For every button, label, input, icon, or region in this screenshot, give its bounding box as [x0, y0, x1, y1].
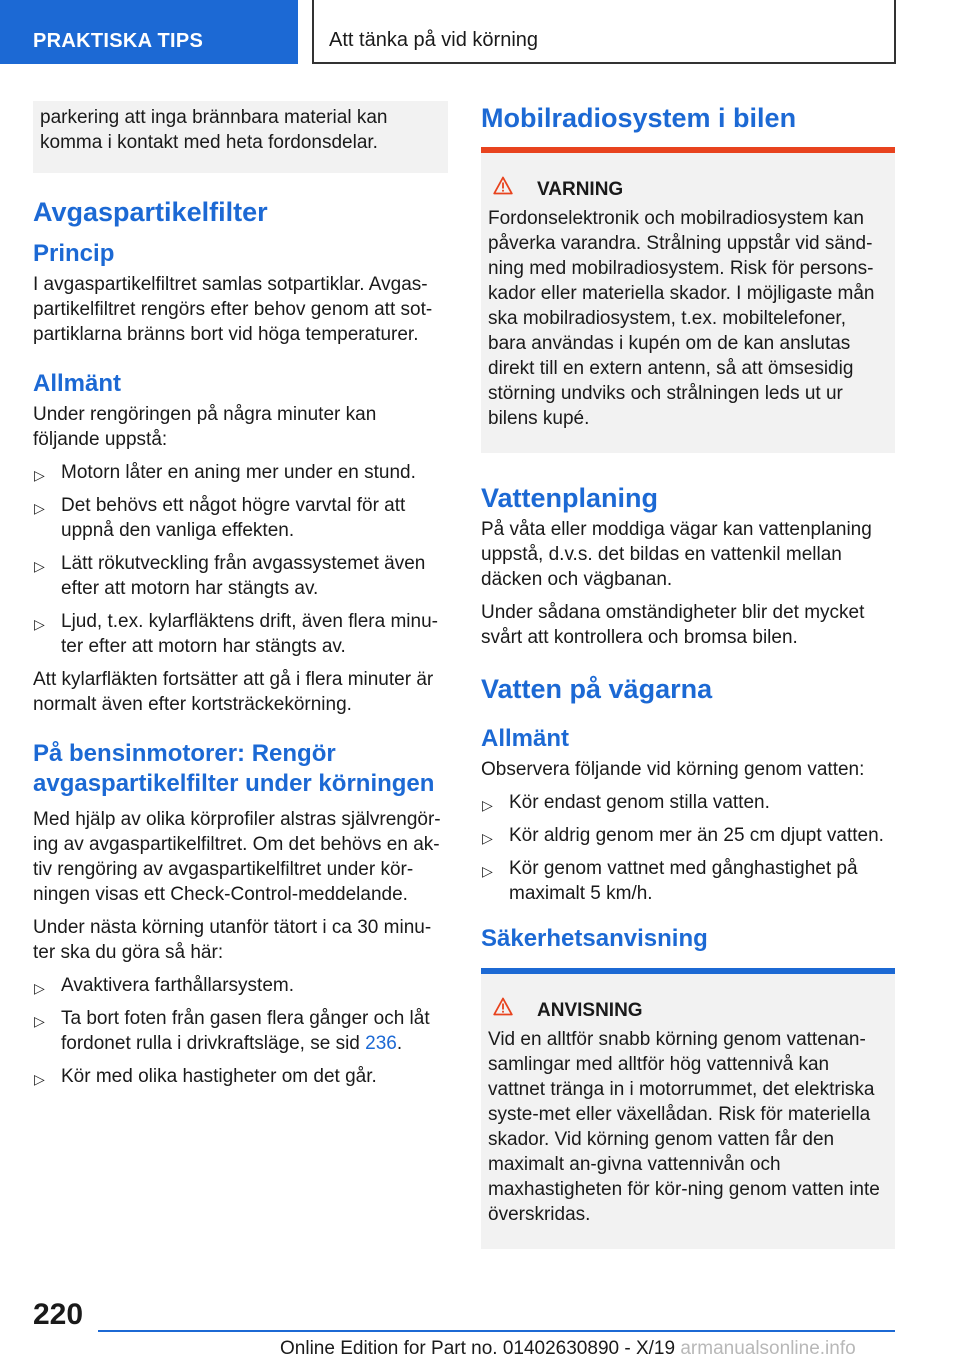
edition-text: Online Edition for Part no. 01402630890 - X/19 — [280, 1338, 676, 1359]
notice-label: ANVISNING — [537, 1000, 643, 1021]
heading-mobilradiosystem: Mobilradiosystem i bilen — [481, 103, 797, 133]
allmant-list — [33, 460, 448, 659]
warning-text: Fordonselektronik och mobilradiosystem kan påverka varandra. Strålning uppstår vid sänd-ning med mobilradiosystem. Risk för persons-kador eller materiella skador. I möjligaste mån ska mobilradiosystem, t.ex. mobiltelefoner, bara användas i kupén om de kan anslutas direkt till en extern antenn, så att ömsesidig störning undviks och strålningen leds ut ur bilens kupé. — [488, 208, 875, 429]
notice-text: Vid en alltför snabb körning genom vattenan-samlingar med alltför hög vattennivå kan vattnet tränga in i motorrummet, det elektriska syste-met eller växellådan. Risk för materiella skador. Vid körning genom vatten får den maximalt an-givna vattennivån och maxhastigheten för kör-ning genom vatten inte överskridas. — [488, 1029, 880, 1225]
heading-princip: Princip — [33, 240, 115, 267]
heading-avgaspartikelfilter: Avgaspartikelfilter — [33, 197, 268, 227]
intro-note — [33, 101, 448, 173]
bensin-text-1: Med hjälp av olika körprofiler alstras självrengör-ing av avgaspartikelfiltret. Om det behövs en ak-tiv rengöring av avgaspartikelfiltret under kör-ningen visas ett Check-Control-meddelande. — [33, 809, 441, 905]
heading-vatten-pa-vagarna: Vatten på vägarna — [481, 674, 713, 704]
allmant-text: Under rengöringen på några minuter kan följande uppstå: — [33, 404, 377, 450]
warning-header — [514, 177, 887, 202]
princip-text: I avgaspartikelfiltret samlas sotpartiklar. Avgas-partikelfiltret rengörs efter behov genom att sot-partiklarna bränns bort vid höga temperaturer. — [33, 274, 433, 345]
list-item: ▷ Kör med olika hastigheter om det går. — [33, 1064, 448, 1089]
triangle-bullet-icon: ▷ — [34, 558, 45, 574]
watermark: armanualsonline.info — [680, 1338, 856, 1359]
triangle-bullet-icon: ▷ — [34, 616, 45, 632]
allmant-right-text: Observera följande vid körning genom vatten: — [481, 759, 865, 780]
warning-triangle-icon — [493, 176, 513, 195]
heading-vattenplaning: Vattenplaning — [481, 483, 659, 513]
triangle-bullet-icon: ▷ — [34, 1071, 45, 1087]
notice-header — [514, 998, 887, 1023]
intro-line-2: komma i kontakt med heta fordonsdelar. — [40, 132, 378, 153]
triangle-bullet-icon: ▷ — [482, 863, 493, 879]
vattenplaning-text-2: Under sådana omständigheter blir det mycket svårt att kontrollera och bromsa bilen. — [481, 602, 865, 648]
heading-sakerhetsanvisning: Säkerhetsanvisning — [481, 925, 708, 952]
warning-triangle-icon — [493, 997, 513, 1016]
intro-line-1: parkering att inga brännbara material kan — [40, 107, 388, 128]
list-item: ▷ Kör aldrig genom mer än 25 cm djupt vatten. — [481, 823, 895, 848]
list-item: ▷ Det behövs ett något högre varvtal för att uppnå den vanliga effekten. — [34, 495, 406, 541]
bensin-text-2: Under nästa körning utanför tätort i ca 30 minu-ter ska du göra så här: — [33, 917, 432, 963]
triangle-bullet-icon: ▷ — [34, 1013, 45, 1029]
notice-box — [481, 974, 895, 1249]
list-item: ▷ Lätt rökutveckling från avgassystemet även efter att motorn har stängts av. — [34, 553, 426, 599]
section-tab: PRAKTISKA TIPS — [0, 0, 298, 64]
vattenplaning-text-1: På våta eller moddiga vägar kan vattenplaning uppstå, d.v.s. det bildas en vattenkil mellan däcken och vägbanan. — [481, 519, 872, 590]
list-item: ▷ Ta bort foten från gasen flera gånger och låt fordonet rulla i drivkraftsläge, se sid 236. — [34, 1008, 430, 1054]
heading-allmant: Allmänt — [33, 370, 122, 397]
right-column — [481, 101, 895, 1277]
heading-allmant-right: Allmänt — [481, 725, 570, 752]
triangle-bullet-icon: ▷ — [34, 500, 45, 516]
triangle-bullet-icon: ▷ — [482, 830, 493, 846]
vatten-list — [481, 790, 895, 906]
page-reference-link[interactable]: 236 — [365, 1033, 397, 1054]
allmant-after-text: Att kylarfläkten fortsätter att gå i flera minuter är normalt även efter kortsträckekörning. — [33, 669, 434, 715]
list-item: ▷ Kör genom vattnet med gånghastighet på maximalt 5 km/h. — [482, 858, 858, 904]
page-title: Att tänka på vid körning — [312, 0, 896, 64]
footer-edition — [280, 1338, 856, 1360]
heading-bensinmotorer: På bensinmotorer: Rengör avgaspartikelfilter under körningen — [33, 740, 435, 797]
triangle-bullet-icon: ▷ — [34, 980, 45, 996]
bensin-list — [33, 973, 448, 1089]
list-item: ▷ Avaktivera farthållarsystem. — [33, 973, 448, 998]
triangle-bullet-icon: ▷ — [482, 797, 493, 813]
triangle-bullet-icon: ▷ — [34, 467, 45, 483]
list-item: ▷ Kör endast genom stilla vatten. — [481, 790, 895, 815]
list-item: ▷ Motorn låter en aning mer under en stund. — [33, 460, 448, 485]
footer-divider — [98, 1330, 895, 1332]
warning-box — [481, 153, 895, 453]
warning-label: VARNING — [537, 179, 624, 200]
left-column — [33, 101, 448, 1097]
page-number: 220 — [33, 1298, 84, 1331]
list-item: ▷ Ljud, t.ex. kylarfläktens drift, även flera minu-ter efter att motorn har stängts av. — [34, 611, 438, 657]
